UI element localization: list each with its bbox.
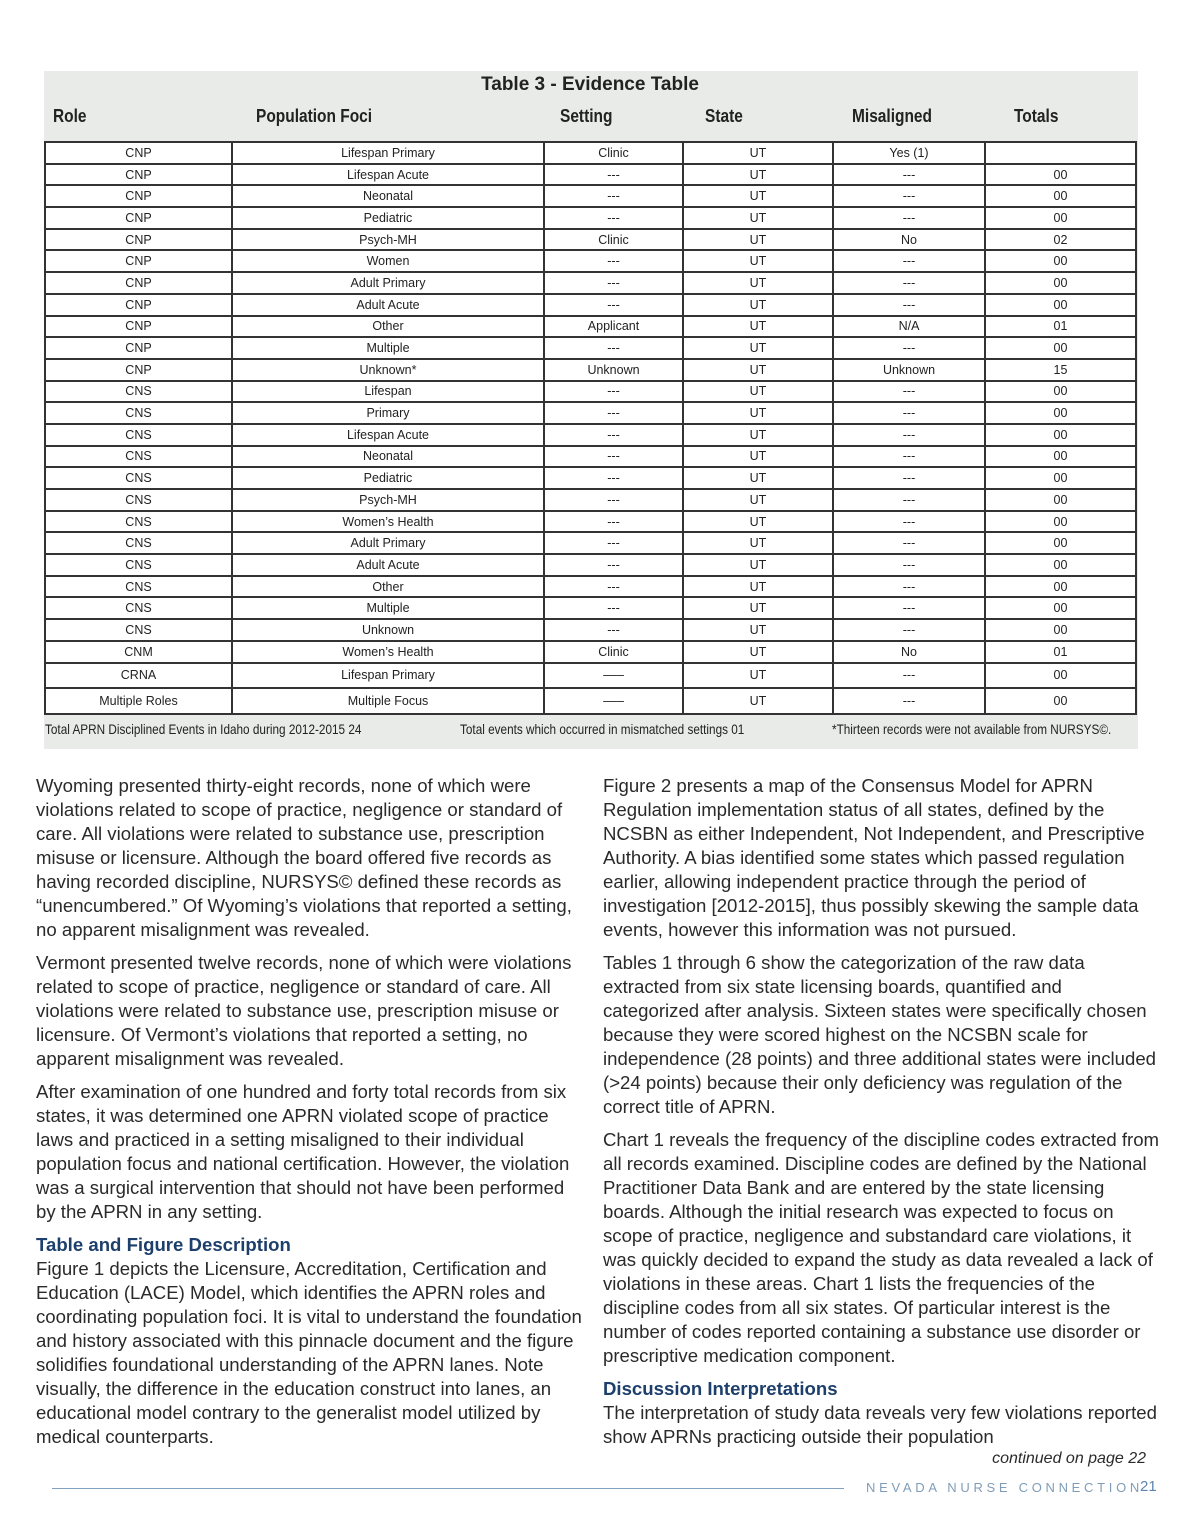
table-row — [45, 576, 1136, 598]
table-cell: Lifespan — [232, 381, 544, 403]
table-cell: CNP — [45, 272, 232, 294]
table-cell: --- — [833, 424, 985, 446]
table-cell: --- — [544, 597, 683, 619]
table-cell: CNP — [45, 164, 232, 186]
table-cell: CNS — [45, 511, 232, 533]
table-cell: --- — [833, 446, 985, 468]
table-cell: Psych-MH — [232, 229, 544, 251]
table-row — [45, 229, 1136, 251]
table-cell — [985, 142, 1136, 164]
table-cell: 00 — [985, 467, 1136, 489]
header-misaligned: Misaligned — [852, 106, 932, 126]
table-cell: CNP — [45, 207, 232, 229]
table-cell: UT — [683, 511, 833, 533]
table-cell: 15 — [985, 359, 1136, 381]
table-cell: 00 — [985, 489, 1136, 511]
table-cell: UT — [683, 532, 833, 554]
table-cell: Adult Acute — [232, 294, 544, 316]
table-cell: UT — [683, 337, 833, 359]
table-cell: --- — [833, 294, 985, 316]
table-cell: Adult Primary — [232, 532, 544, 554]
table-cell: 02 — [985, 229, 1136, 251]
table-cell: --- — [544, 337, 683, 359]
table-cell: 00 — [985, 337, 1136, 359]
table-row — [45, 619, 1136, 641]
header-role: Role — [53, 106, 87, 126]
table-row — [45, 511, 1136, 533]
table-cell: 01 — [985, 316, 1136, 338]
table-cell: Adult Primary — [232, 272, 544, 294]
table-cell: UT — [683, 619, 833, 641]
table-cell: --- — [544, 272, 683, 294]
table-cell: UT — [683, 250, 833, 272]
table-cell: UT — [683, 142, 833, 164]
table-row — [45, 489, 1136, 511]
table-cell: 00 — [985, 402, 1136, 424]
table-cell: CNP — [45, 250, 232, 272]
table-cell: --- — [544, 207, 683, 229]
page-number: 21 — [1140, 1478, 1157, 1495]
header-population-foci: Population Foci — [256, 106, 373, 126]
table-cell: Lifespan Primary — [232, 142, 544, 164]
table-cell: CNS — [45, 467, 232, 489]
table-cell: --- — [544, 294, 683, 316]
table-cell: UT — [683, 402, 833, 424]
table-cell: --- — [544, 489, 683, 511]
table-cell: 00 — [985, 619, 1136, 641]
table-cell: CNP — [45, 185, 232, 207]
header-setting: Setting — [560, 106, 613, 126]
table-cell: CNS — [45, 576, 232, 598]
table-cell: UT — [683, 424, 833, 446]
table-cell: UT — [683, 489, 833, 511]
table-cell: 00 — [985, 207, 1136, 229]
table-cell: UT — [683, 576, 833, 598]
table-cell: --- — [833, 337, 985, 359]
table-cell: 00 — [985, 576, 1136, 598]
table-cell: 00 — [985, 511, 1136, 533]
table-cell: --- — [833, 532, 985, 554]
table-cell: CNS — [45, 554, 232, 576]
table-cell: CNS — [45, 532, 232, 554]
table-cell: UT — [683, 272, 833, 294]
table-cell: N/A — [833, 316, 985, 338]
table-row — [45, 402, 1136, 424]
table-cell: --- — [833, 467, 985, 489]
table-cell: Clinic — [544, 229, 683, 251]
paragraph-vermont: Vermont presented twelve records, none of which were violations related to scope of practice, negligence or standard of care. All violations were related to substance use, prescription misuse or licensure. Of Vermont’s violations that reported a setting, no apparent misalignment was revealed. — [36, 952, 572, 1069]
table-cell: Unknown — [544, 359, 683, 381]
table-row — [45, 554, 1136, 576]
table-row — [45, 381, 1136, 403]
table-cell: --- — [833, 619, 985, 641]
table-cell: Pediatric — [232, 207, 544, 229]
table-cell: Lifespan Acute — [232, 424, 544, 446]
table-cell: --- — [833, 688, 985, 714]
table-row — [45, 641, 1136, 663]
table-cell: --- — [544, 576, 683, 598]
table-cell: Other — [232, 576, 544, 598]
table-row — [45, 688, 1136, 714]
table-cell: UT — [683, 688, 833, 714]
table-cell: CNS — [45, 402, 232, 424]
table-cell: --- — [833, 402, 985, 424]
table-cell: --- — [833, 554, 985, 576]
table-cell: UT — [683, 663, 833, 688]
table-cell: --- — [544, 446, 683, 468]
table-cell: CNP — [45, 337, 232, 359]
continued-note: continued on page 22 — [992, 1450, 1146, 1467]
table-cell: --- — [544, 250, 683, 272]
table-cell: Neonatal — [232, 446, 544, 468]
table-cell: CNP — [45, 142, 232, 164]
table-cell: Multiple — [232, 597, 544, 619]
table-cell: --- — [833, 164, 985, 186]
table-cell: ––– — [544, 663, 683, 688]
table-cell: --- — [833, 185, 985, 207]
table-cell: UT — [683, 294, 833, 316]
table-cell: CNS — [45, 597, 232, 619]
table-row — [45, 337, 1136, 359]
table-cell: Lifespan Primary — [232, 663, 544, 688]
footer-rule — [52, 1488, 844, 1489]
table-cell: 00 — [985, 597, 1136, 619]
table-footer-note: *Thirteen records were not available from NURSYS©. — [832, 721, 1112, 737]
table-cell: --- — [544, 164, 683, 186]
table-cell: ––– — [544, 688, 683, 714]
table-cell: --- — [833, 597, 985, 619]
table-cell: Multiple Roles — [45, 688, 232, 714]
table-cell: Clinic — [544, 641, 683, 663]
table-row — [45, 142, 1136, 164]
table-row — [45, 294, 1136, 316]
table-cell: Multiple Focus — [232, 688, 544, 714]
table-cell: --- — [544, 467, 683, 489]
paragraph-tables: Tables 1 through 6 show the categorization of the raw data extracted from six state licensing boards, quantified and categorized after analysis. Sixteen states were specifically chosen because they were scored highest on the NCSBN scale for independence (28 points) and three additional states were included (>24 points) because their only deficiency was regulation of the correct title of APRN. — [603, 952, 1157, 1117]
table-row — [45, 207, 1136, 229]
table-cell: UT — [683, 446, 833, 468]
table-cell: Women’s Health — [232, 641, 544, 663]
table-cell: --- — [833, 272, 985, 294]
table-cell: Other — [232, 316, 544, 338]
table-cell: 00 — [985, 164, 1136, 186]
table-cell: Unknown — [232, 619, 544, 641]
table-cell: 01 — [985, 641, 1136, 663]
table-cell: No — [833, 229, 985, 251]
table-cell: CNS — [45, 619, 232, 641]
table-cell: CNP — [45, 294, 232, 316]
table-row — [45, 663, 1136, 688]
paragraph-chart-1: Chart 1 reveals the frequency of the discipline codes extracted from all records examined. Discipline codes are defined by the National Practitioner Data Bank and are entered by the state licensing boards. Although the initial research was expected to focus on scope of practice, negligence and substandard care violations, it was quickly decided to expand the study as data revealed a lack of violations in these areas. Chart 1 lists the frequencies of the discipline codes from all six states. Of particular interest is the number of codes reported containing a substance use disorder or prescriptive medication component. — [603, 1129, 1160, 1366]
table-cell: UT — [683, 554, 833, 576]
table-cell: --- — [833, 511, 985, 533]
table-cell: Unknown* — [232, 359, 544, 381]
header-totals: Totals — [1014, 106, 1059, 126]
heading-table-figure-description: Table and Figure Description — [36, 1234, 291, 1255]
table-cell: 00 — [985, 688, 1136, 714]
table-cell: --- — [833, 207, 985, 229]
table-cell: CNS — [45, 381, 232, 403]
table-cell: UT — [683, 207, 833, 229]
table-cell: --- — [544, 619, 683, 641]
table-row — [45, 532, 1136, 554]
table-cell: UT — [683, 185, 833, 207]
table-row — [45, 467, 1136, 489]
table-row — [45, 424, 1136, 446]
table-cell: UT — [683, 316, 833, 338]
table-cell: 00 — [985, 185, 1136, 207]
table-cell: Lifespan Acute — [232, 164, 544, 186]
table-cell: Yes (1) — [833, 142, 985, 164]
paragraph-wyoming: Wyoming presented thirty-eight records, none of which were violations related to scope of practice, negligence or standard of care. All violations were related to substance use, prescription misuse or licensure. Although the board offered five records as having recorded discipline, NURSYS© defined these records as “unencumbered.” Of Wyoming’s violations that reported a setting, no apparent misalignment was revealed. — [36, 775, 572, 940]
table-cell: --- — [833, 381, 985, 403]
table-cell: UT — [683, 641, 833, 663]
left-column — [36, 774, 588, 1458]
table-cell: No — [833, 641, 985, 663]
table-cell: Women — [232, 250, 544, 272]
table-cell: 00 — [985, 554, 1136, 576]
table-cell: 00 — [985, 663, 1136, 688]
table-cell: --- — [544, 381, 683, 403]
table-cell: Women’s Health — [232, 511, 544, 533]
table-cell: Adult Acute — [232, 554, 544, 576]
right-column — [603, 774, 1163, 1458]
table-row — [45, 446, 1136, 468]
table-row — [45, 359, 1136, 381]
table-cell: CNP — [45, 359, 232, 381]
table-cell: --- — [833, 250, 985, 272]
heading-discussion-interpretations: Discussion Interpretations — [603, 1378, 838, 1399]
table-cell: 00 — [985, 294, 1136, 316]
table-cell: Applicant — [544, 316, 683, 338]
table-cell: Psych-MH — [232, 489, 544, 511]
paragraph-figure-1: Figure 1 depicts the Licensure, Accreditation, Certification and Education (LACE) Model, which identifies the APRN roles and coordinating population foci. It is vital to understand the foundation and history associated with this pinnacle document and the figure solidifies foundational understanding of the APRN lanes. Note visually, the difference in the education construct into lanes, an educational model contrary to the generalist model utilized by medical counterparts. — [36, 1258, 582, 1447]
table-cell: 00 — [985, 250, 1136, 272]
table-cell: UT — [683, 597, 833, 619]
paragraph-figure-2: Figure 2 presents a map of the Consensus Model for APRN Regulation implementation status of all states, defined by the NCSBN as either Independent, Not Independent, and Prescriptive Authority. A bias identified some states which passed regulation earlier, allowing independent practice through the period of investigation [2012-2015], thus possibly skewing the sample data events, however this information was not pursued. — [603, 775, 1145, 940]
table-cell: UT — [683, 381, 833, 403]
evidence-table — [44, 141, 1137, 715]
table-cell: CNS — [45, 489, 232, 511]
table-cell: UT — [683, 164, 833, 186]
table-row — [45, 316, 1136, 338]
table-cell: --- — [833, 663, 985, 688]
table-row — [45, 164, 1136, 186]
table-row — [45, 185, 1136, 207]
table-cell: Primary — [232, 402, 544, 424]
table-cell: Multiple — [232, 337, 544, 359]
table-cell: --- — [544, 511, 683, 533]
table-cell: 00 — [985, 532, 1136, 554]
table-footer-mismatched: Total events which occurred in mismatched settings 01 — [460, 721, 745, 737]
table-cell: CRNA — [45, 663, 232, 688]
table-cell: --- — [544, 402, 683, 424]
table-cell: --- — [544, 185, 683, 207]
paragraph-examination: After examination of one hundred and forty total records from six states, it was determined one APRN violated scope of practice laws and practiced in a setting misaligned to their individual population focus and national certification. However, the violation was a surgical intervention that should not have been performed by the APRN in any setting. — [36, 1081, 570, 1222]
table-cell: UT — [683, 467, 833, 489]
table-cell: --- — [833, 489, 985, 511]
table-cell: Unknown — [833, 359, 985, 381]
paragraph-interpretation: The interpretation of study data reveals very few violations reported show APRNs practicing outside their population — [603, 1402, 1157, 1447]
table-row — [45, 597, 1136, 619]
table-cell: CNS — [45, 446, 232, 468]
header-state: State — [705, 106, 743, 126]
table-cell: CNP — [45, 229, 232, 251]
table-cell: --- — [544, 424, 683, 446]
table-cell: --- — [833, 576, 985, 598]
table-cell: 00 — [985, 272, 1136, 294]
table-cell: 00 — [985, 446, 1136, 468]
table-cell: Pediatric — [232, 467, 544, 489]
table-cell: Neonatal — [232, 185, 544, 207]
table-cell: UT — [683, 359, 833, 381]
table-cell: CNP — [45, 316, 232, 338]
table-row — [45, 272, 1136, 294]
table-cell: 00 — [985, 424, 1136, 446]
table-cell: Clinic — [544, 142, 683, 164]
table-cell: UT — [683, 229, 833, 251]
table-row — [45, 250, 1136, 272]
table-cell: --- — [544, 554, 683, 576]
table-title: Table 3 - Evidence Table — [481, 74, 699, 95]
magazine-name: NEVADA NURSE CONNECTION — [866, 1480, 1143, 1495]
table-cell: --- — [544, 532, 683, 554]
table-cell: CNM — [45, 641, 232, 663]
table-cell: CNS — [45, 424, 232, 446]
table-cell: 00 — [985, 381, 1136, 403]
table-footer-total: Total APRN Disciplined Events in Idaho during 2012-2015 24 — [45, 721, 362, 737]
